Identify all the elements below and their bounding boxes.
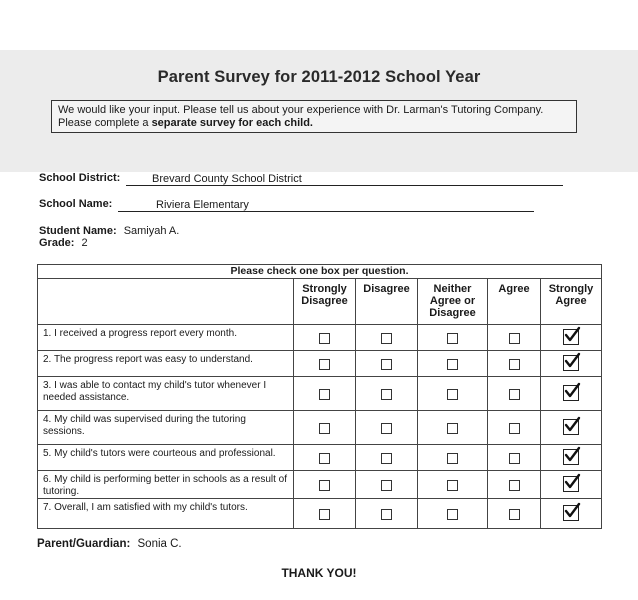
- school-name-value: Riviera Elementary: [156, 199, 249, 211]
- answer-cell: [356, 377, 418, 411]
- checkmark-icon: [563, 326, 581, 344]
- student-name-label: Student Name:: [39, 225, 117, 237]
- intro-line-1: We would like your input. Please tell us about your experience with Dr. Larman's Tutoring Company.: [58, 104, 544, 116]
- checkbox[interactable]: [509, 389, 520, 400]
- column-header: Agree: [488, 279, 541, 325]
- grade-field: [39, 237, 88, 249]
- checkbox[interactable]: [381, 359, 392, 370]
- question-text: 6. My child is performing better in schools as a result of tutoring.: [38, 471, 294, 499]
- answer-cell: [418, 411, 488, 445]
- checkbox[interactable]: [447, 423, 458, 434]
- checked-checkbox[interactable]: [563, 449, 579, 465]
- question-text: 4. My child was supervised during the tutoring sessions.: [38, 411, 294, 445]
- question-text: 5. My child's tutors were courteous and professional.: [38, 445, 294, 471]
- student-name-field: [39, 225, 179, 237]
- table-row: [38, 499, 602, 529]
- checkmark-icon: [563, 352, 581, 370]
- answer-cell: [356, 445, 418, 471]
- checkmark-icon: [563, 416, 581, 434]
- checkbox[interactable]: [381, 453, 392, 464]
- checkbox[interactable]: [319, 389, 330, 400]
- answer-cell: [294, 499, 356, 529]
- parent-guardian-label: Parent/Guardian:: [37, 538, 131, 550]
- checkmark-icon: [563, 502, 581, 520]
- survey-table: [37, 264, 602, 529]
- answer-cell: [356, 411, 418, 445]
- answer-cell: [294, 471, 356, 499]
- checkbox[interactable]: [381, 509, 392, 520]
- checkbox[interactable]: [509, 509, 520, 520]
- parent-guardian-field: [37, 538, 182, 550]
- school-name-label: School Name:: [39, 198, 113, 210]
- answer-cell: [488, 445, 541, 471]
- school-district-underline: [126, 185, 563, 186]
- question-text: 1. I received a progress report every month.: [38, 325, 294, 351]
- intro-box: [51, 100, 577, 133]
- page-title: Parent Survey for 2011-2012 School Year: [157, 68, 481, 86]
- scan-top-margin: [0, 0, 638, 50]
- student-name-value: Samiyah A.: [123, 225, 180, 237]
- answer-cell: [294, 351, 356, 377]
- answer-cell: [488, 351, 541, 377]
- checkmark-icon: [563, 382, 581, 400]
- checkbox[interactable]: [381, 423, 392, 434]
- checkbox[interactable]: [319, 480, 330, 491]
- checked-checkbox[interactable]: [563, 355, 579, 371]
- answer-cell: [488, 499, 541, 529]
- column-header: Disagree: [356, 279, 418, 325]
- checkmark-icon: [563, 446, 581, 464]
- answer-cell: [541, 411, 602, 445]
- checkbox[interactable]: [509, 333, 520, 344]
- checked-checkbox[interactable]: [563, 505, 579, 521]
- checkmark-icon: [563, 473, 581, 491]
- answer-cell: [418, 351, 488, 377]
- answer-cell: [418, 499, 488, 529]
- checkbox[interactable]: [509, 453, 520, 464]
- answer-cell: [488, 325, 541, 351]
- answer-cell: [541, 377, 602, 411]
- grade-label: Grade:: [39, 237, 75, 249]
- column-header: Strongly Disagree: [294, 279, 356, 325]
- checkbox[interactable]: [447, 389, 458, 400]
- answer-cell: [418, 471, 488, 499]
- checkbox[interactable]: [381, 389, 392, 400]
- answer-cell: [294, 377, 356, 411]
- column-header: Strongly Agree: [541, 279, 602, 325]
- checkbox[interactable]: [447, 509, 458, 520]
- school-name-underline: [118, 211, 534, 212]
- question-text: 7. Overall, I am satisfied with my child's tutors.: [38, 499, 294, 529]
- checkbox[interactable]: [319, 359, 330, 370]
- checkbox[interactable]: [319, 509, 330, 520]
- question-text: 3. I was able to contact my child's tutor whenever I needed assistance.: [38, 377, 294, 411]
- answer-cell: [356, 471, 418, 499]
- answer-cell: [541, 499, 602, 529]
- checkbox[interactable]: [509, 480, 520, 491]
- answer-cell: [488, 411, 541, 445]
- answer-cell: [541, 471, 602, 499]
- answer-cell: [488, 377, 541, 411]
- checkbox[interactable]: [381, 480, 392, 491]
- checkbox[interactable]: [447, 333, 458, 344]
- checkbox[interactable]: [447, 480, 458, 491]
- table-row: [38, 411, 602, 445]
- answer-cell: [488, 471, 541, 499]
- grade-value: 2: [81, 237, 88, 249]
- checkbox[interactable]: [447, 359, 458, 370]
- answer-cell: [356, 351, 418, 377]
- checked-checkbox[interactable]: [563, 419, 579, 435]
- answer-cell: [418, 325, 488, 351]
- checkbox[interactable]: [447, 453, 458, 464]
- table-row: [38, 377, 602, 411]
- school-district-label: School District:: [39, 172, 121, 184]
- parent-guardian-value: Sonia C.: [137, 538, 182, 550]
- answer-cell: [541, 351, 602, 377]
- checkbox[interactable]: [319, 423, 330, 434]
- column-header: Neither Agree or Disagree: [418, 279, 488, 325]
- table-row: [38, 351, 602, 377]
- answer-cell: [541, 445, 602, 471]
- table-row: [38, 471, 602, 499]
- intro-line-2-bold: separate survey for each child.: [151, 117, 313, 129]
- answer-cell: [294, 445, 356, 471]
- answer-cell: [294, 411, 356, 445]
- answer-cell: [356, 499, 418, 529]
- question-rows: [38, 325, 602, 529]
- answer-cell: [294, 325, 356, 351]
- answer-cell: [418, 445, 488, 471]
- question-column-header: [38, 279, 294, 325]
- answer-cell: [541, 325, 602, 351]
- question-text: 2. The progress report was easy to understand.: [38, 351, 294, 377]
- checked-checkbox[interactable]: [563, 476, 579, 492]
- intro-line-2-text: Please complete a: [58, 117, 152, 129]
- table-row: [38, 325, 602, 351]
- answer-cell: [418, 377, 488, 411]
- table-row: [38, 445, 602, 471]
- checkbox[interactable]: [509, 359, 520, 370]
- checkbox[interactable]: [319, 453, 330, 464]
- checkbox[interactable]: [319, 333, 330, 344]
- checkbox[interactable]: [509, 423, 520, 434]
- checked-checkbox[interactable]: [563, 385, 579, 401]
- checked-checkbox[interactable]: [563, 329, 579, 345]
- school-district-field: [39, 172, 120, 184]
- thank-you-text: THANK YOU!: [281, 566, 357, 580]
- checkbox[interactable]: [381, 333, 392, 344]
- school-name-field: [39, 198, 112, 210]
- intro-line-2: [58, 117, 576, 130]
- table-instruction: Please check one box per question.: [38, 265, 602, 279]
- school-district-value: Brevard County School District: [152, 173, 302, 185]
- answer-cell: [356, 325, 418, 351]
